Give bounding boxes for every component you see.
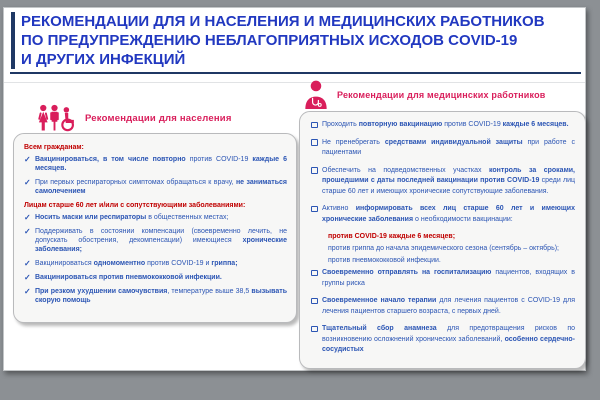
- list-item: [309, 138, 575, 159]
- text-segment: Своевременное начало терапии: [322, 297, 437, 304]
- list-item: [309, 204, 575, 225]
- text-segment: гриппа;: [211, 260, 238, 267]
- checkbox-bullet-icon: [309, 204, 322, 214]
- text-segment: При первых респираторных симптомах обращаться к врачу,: [35, 179, 236, 186]
- list-item: [309, 120, 575, 131]
- square-glyph: [311, 167, 318, 174]
- text-segment: против COVID-19: [185, 156, 253, 163]
- check-bullet-icon: ✓: [24, 227, 31, 236]
- medics-panel: [299, 111, 586, 369]
- text-segment: среди лиц старше 60 лет и имеющих хронические сопутствующие заболевания.: [322, 177, 575, 195]
- check-bullet-icon: ✓: [24, 287, 31, 296]
- list-item: [22, 273, 287, 282]
- title-line-3: И ДРУГИХ ИНФЕКЦИЙ: [21, 51, 186, 68]
- citizens-panel: [13, 133, 297, 323]
- list-item-text: [322, 166, 575, 198]
- text-segment: при работе с пациентами: [322, 138, 575, 156]
- title-divider: [10, 72, 581, 74]
- title-line-1: РЕКОМЕНДАЦИИ ДЛЯ И НАСЕЛЕНИЯ И МЕДИЦИНСКИХ РАБОТНИКОВ: [21, 13, 545, 30]
- list-item: [22, 178, 287, 196]
- list-item-text: [322, 138, 575, 159]
- citizens-list: [22, 143, 287, 305]
- text-segment: хронические заболевания;: [35, 237, 287, 253]
- checkbox-bullet-icon: [309, 324, 322, 334]
- list-item-text: [35, 227, 287, 254]
- check-bullet-icon: ✓: [24, 178, 31, 187]
- checkbox-bullet-icon: [309, 166, 322, 176]
- medics-list: [309, 120, 575, 356]
- square-glyph: [311, 326, 318, 333]
- text-segment: Вакцинироваться против пневмококковой инфекции.: [35, 274, 222, 281]
- list-item-text: [35, 155, 287, 173]
- checkbox-bullet-icon: [309, 296, 322, 306]
- text-segment: против пневмококковой инфекции.: [328, 257, 441, 264]
- text-segment: Вакцинироваться, в том числе повторно: [35, 156, 186, 163]
- list-item: [22, 155, 287, 173]
- text-segment: пациентов, входящих в группы риска: [322, 269, 575, 287]
- list-item: [22, 227, 287, 254]
- text-segment: не заниматься самолечением: [35, 179, 287, 195]
- text-segment: в общественных местах;: [146, 214, 229, 221]
- group-heading: Лицам старше 60 лет и/или с сопутствующими заболеваниями:: [24, 202, 246, 209]
- check-bullet-icon: ✓: [24, 273, 31, 282]
- medics-section-header: [303, 80, 546, 109]
- group-heading: Всем гражданам:: [24, 144, 84, 151]
- citizens-section-title: Рекомендации для населения: [85, 112, 232, 124]
- square-glyph: [311, 122, 318, 129]
- text-segment: для лечения пациентов с COVID-19 для лечения пациентов старшего возраста, с первых дней.: [322, 297, 576, 315]
- people-accessibility-icon: [37, 104, 77, 132]
- text-segment: одномоментно: [93, 260, 146, 267]
- text-segment: против COVID-19 и: [145, 260, 212, 267]
- text-segment: Обеспечить на подведомственных участках: [322, 166, 489, 174]
- list-item-text: [35, 213, 287, 222]
- list-item: [309, 324, 575, 356]
- text-segment: каждые 6 месяцев.: [35, 156, 288, 172]
- text-segment: против COVID-19: [442, 121, 503, 128]
- list-item: [22, 213, 287, 222]
- text-segment: особенно сердечно-сосудистых: [322, 335, 575, 353]
- list-item-text: [322, 296, 575, 317]
- checkbox-bullet-icon: [309, 268, 322, 278]
- checkbox-bullet-icon: [309, 138, 322, 148]
- doctor-icon: [303, 80, 329, 109]
- text-segment: Поддерживать в состоянии компенсации (своевременно лечить, не допускать обострения, декомпенсации) имеющиеся: [35, 228, 287, 244]
- title-line-2: ПО ПРЕДУПРЕЖДЕНИЮ НЕБЛАГОПРИЯТНЫХ ИСХОДОВ COVID-19: [21, 32, 518, 49]
- text-segment: Вакцинироваться: [35, 260, 94, 267]
- sub-item: [328, 244, 575, 254]
- list-item-text: [322, 120, 575, 131]
- sub-item: [328, 232, 575, 242]
- text-segment: для предотвращения рисков по возникновению осложнений хронических заболеваний,: [322, 325, 576, 343]
- text-segment: информировать всех лиц старше 60 лет и имеющих хронические заболевания: [322, 205, 575, 223]
- list-item-text: [322, 268, 575, 289]
- text-segment: о необходимости вакцинации:: [413, 215, 513, 223]
- text-segment: При резком ухудшении самочувствия: [35, 288, 168, 295]
- square-glyph: [311, 270, 318, 277]
- list-item: [309, 268, 575, 289]
- check-bullet-icon: ✓: [24, 213, 31, 222]
- list-item: [22, 287, 287, 305]
- list-item: [22, 259, 287, 268]
- square-glyph: [311, 298, 318, 305]
- check-bullet-icon: ✓: [24, 155, 31, 164]
- text-segment: контроль за сроками, прошедшими с даты последней вакцинации против COVID-19: [322, 166, 575, 184]
- list-item: [309, 296, 575, 317]
- text-segment: средствами индивидуальной защиты: [384, 138, 523, 146]
- text-segment: Активно: [322, 205, 356, 212]
- text-segment: Не пренебрегать: [322, 138, 385, 146]
- sub-item: [328, 256, 575, 266]
- list-item-text: [35, 178, 287, 196]
- text-segment: вызывать скорую помощь: [35, 288, 287, 304]
- citizens-section-header: [37, 104, 232, 132]
- list-item-text: [35, 273, 287, 282]
- text-segment: Проходить: [322, 121, 359, 128]
- list-item-text: [35, 259, 287, 268]
- slide: [3, 7, 586, 371]
- text-segment: против гриппа до начала эпидемического сезона (сентябрь – октябрь);: [328, 245, 559, 252]
- list-item: [309, 166, 575, 198]
- square-glyph: [311, 206, 318, 213]
- page-title: [11, 12, 587, 69]
- text-segment: Тщательный сбор анамнеза: [322, 325, 437, 332]
- list-item-text: [35, 287, 287, 305]
- text-segment: Носить маски или респираторы: [35, 214, 147, 221]
- square-glyph: [311, 139, 318, 146]
- list-item-text: [322, 204, 575, 225]
- text-segment: , температуре выше 38,5: [167, 288, 252, 295]
- list-item-text: [322, 324, 575, 356]
- medics-section-title: Рекомендации для медицинских работников: [337, 89, 546, 100]
- text-segment: против COVID-19 каждые 6 месяцев;: [328, 233, 456, 240]
- text-segment: каждые 6 месяцев.: [502, 121, 569, 128]
- check-bullet-icon: ✓: [24, 259, 31, 268]
- text-segment: Своевременно отправлять на госпитализацию: [322, 269, 492, 276]
- checkbox-bullet-icon: [309, 120, 322, 130]
- text-segment: повторную вакцинацию: [358, 121, 443, 128]
